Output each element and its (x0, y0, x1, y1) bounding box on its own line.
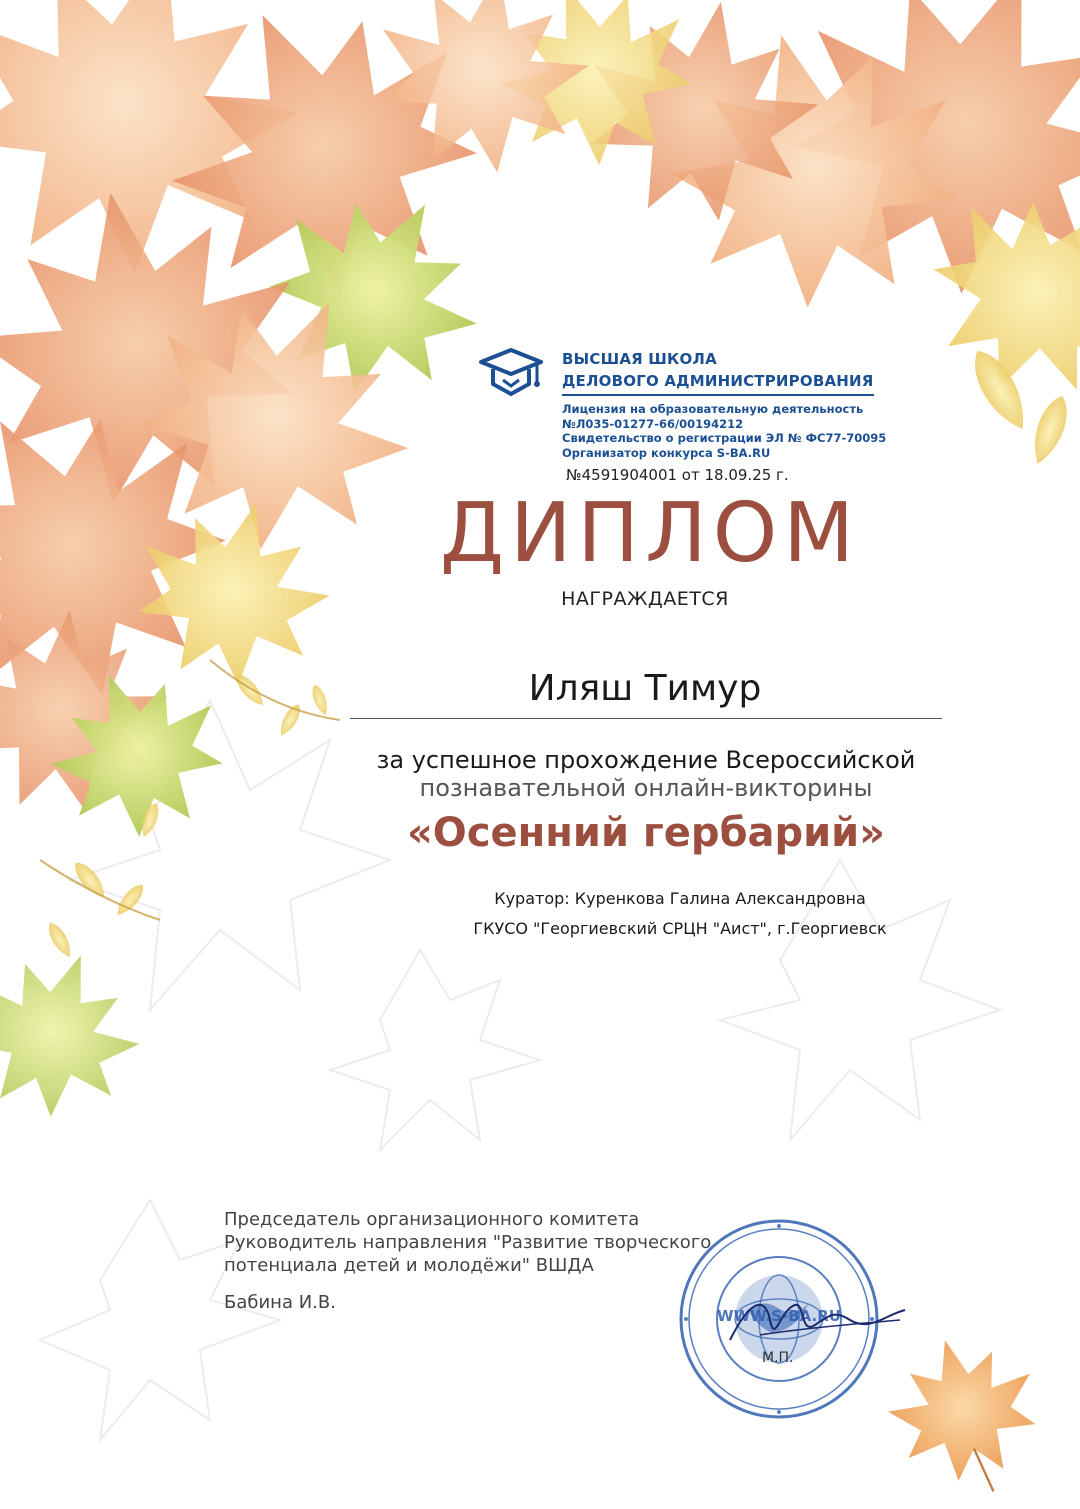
reason-line1: за успешное прохождение Всероссийской (376, 746, 916, 774)
graduation-cap-icon (475, 342, 547, 402)
contest-organizer: Организатор конкурса S-BA.RU (562, 445, 771, 460)
contest-name: «Осенний гербарий» (406, 810, 886, 856)
organization-divider (562, 394, 874, 396)
stamp-place-label: М.П. (762, 1350, 794, 1366)
organization-name (562, 348, 874, 392)
curator-info (380, 884, 980, 944)
license-line: Лицензия на образовательную деятельность (562, 402, 864, 416)
license-number: №Л035-01277-66/00194212 (562, 416, 744, 431)
recipient-underline (350, 718, 942, 719)
signer-position-line1: Председатель организационного комитета (224, 1209, 640, 1230)
curator-institution: ГКУСО "Георгиевский СРЦН "Аист", г.Георгиевск (473, 919, 887, 938)
diploma-number: №4591904001 от 18.09.25 г. (566, 466, 789, 484)
reason-line2: познавательной онлайн-викторины (419, 774, 873, 802)
recipient-name: Иляш Тимур (528, 668, 762, 709)
maple-leaf-icon (880, 1330, 1050, 1500)
signer-position-line3: потенциала детей и молодёжи" ВШДА (224, 1255, 594, 1276)
organization-name-line1: ВЫСШАЯ ШКОЛА (562, 350, 717, 368)
curator-name: Куратор: Куренкова Галина Александровна (494, 889, 866, 908)
signer-name: Бабина И.В. (224, 1292, 336, 1313)
signature-block (224, 1208, 711, 1277)
organization-license-info (562, 402, 886, 460)
signer-position-line2: Руководитель направления "Развитие творческого (224, 1232, 712, 1253)
diploma-title: ДИПЛОМ (440, 486, 861, 581)
organization-name-line2: ДЕЛОВОГО АДМИНИСТРИРОВАНИЯ (562, 372, 874, 390)
svg-text:WWW.S-BA.RU: WWW.S-BA.RU (717, 1307, 841, 1325)
awarded-label: НАГРАЖДАЕТСЯ (561, 588, 729, 610)
registration-certificate: Свидетельство о регистрации ЭЛ № ФС77-70095 (562, 431, 887, 445)
